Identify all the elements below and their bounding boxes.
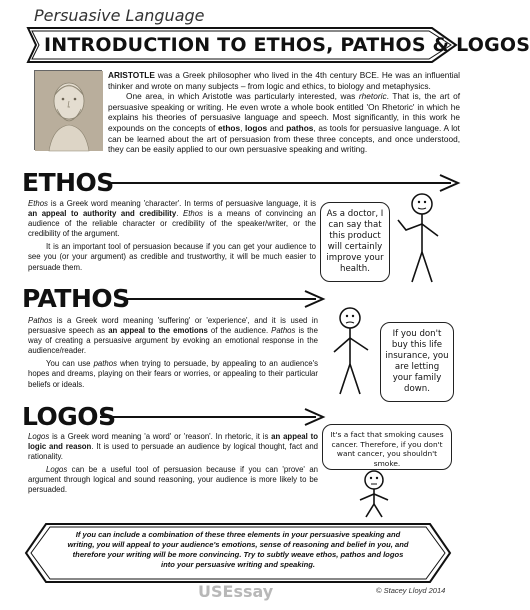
logos-text: Logos is a Greek word meaning 'a word' or 'reason'. In rhetoric, it is an appeal to logic and reason. It is used to persuade an audience by logical thought, fact and rationality. Logos can be a useful tool of persuasion because if you can 'prove' an argument through logical and sound reasoning, your audience is more likely to be persuaded. xyxy=(28,432,318,495)
scientist-stick-figure xyxy=(344,470,404,518)
intro-paragraph-1: ARISTOTLE was a Greek philosopher who lived in the 4th century BCE. He was an influential thinker and wrote on many subjects – from logic and ethics, to biology and metaphysics. xyxy=(108,70,460,91)
worksheet-page xyxy=(8,4,530,606)
ethos-speech-bubble: As a doctor, I can say that this product will certainly improve your health. xyxy=(320,202,390,282)
summary-banner xyxy=(24,522,452,584)
aristotle-portrait xyxy=(34,70,102,150)
logos-heading: LOGOS xyxy=(22,402,322,430)
logos-arrow xyxy=(100,404,326,430)
title-banner xyxy=(22,26,530,64)
subtitle: Persuasive Language xyxy=(34,6,205,25)
ethos-heading: ETHOS xyxy=(22,168,462,196)
pathos-heading: PATHOS xyxy=(22,284,322,312)
pathos-arrow xyxy=(126,286,326,312)
ethos-text: Ethos is a Greek word meaning 'character'. In terms of persuasive language, it is an appeal to authority and credibility. Ethos is a means of convincing an audience of the reliable character or credibility of the speaker/writer, or the credibility of the argument. It is an important tool of persuasion because if you can get your audience to see you (or your argument) as credible and trustworthy, it will be much easier to persuade them. xyxy=(28,199,316,272)
doctor-stick-figure xyxy=(392,190,452,290)
summary-text: If you can include a combination of these three elements in your persuasive speaking and writing, you will appeal to your audience's emotions, sense of reasoning and belief in you, and therefore your writing will be more convincing. Try to subtly weave ethos, pathos and logos into your persuasive writing and speaking. xyxy=(67,530,409,569)
aristotle-name: ARISTOTLE xyxy=(108,70,155,80)
watermark-logo: USEssay xyxy=(198,582,274,601)
salesperson-stick-figure xyxy=(324,304,380,400)
intro-paragraph-2: One area, in which Aristotle was particularly interested, was rhetoric. That is, the art of persuasive speaking or writing. He even wrote a whole book entitled 'On Rhetoric' in which he explains his theories of persuasive language and speech. Most significantly, in this work he expounds on the concepts of ethos, logos and pathos, as tools for persuasive language. A lot can be learned about the art of persuasion from these three concepts, and once understood, they can be easily applied to our own persuasive speaking and writing. xyxy=(108,91,460,155)
pathos-text: Pathos is a Greek word meaning 'suffering' or 'experience', and it is used in persuasive speech as an appeal to the emotions of the audience. Pathos is the way of creating a persuasive argument by evoking an emotional response in the audience/reader. You can use pathos when trying to persuade, by appealing to an audience's hopes and dreams, playing on their fears or worries, or appealing to their particular beliefs or ideals. xyxy=(28,316,318,389)
intro-text xyxy=(108,70,460,155)
logos-speech-bubble: It's a fact that smoking causes cancer. Therefore, if you don't want cancer, you shouldn't smoke. xyxy=(322,424,452,470)
pathos-speech-bubble: If you don't buy this life insurance, you are letting your family down. xyxy=(380,322,454,402)
copyright-note: © Stacey Lloyd 2014 xyxy=(376,586,446,595)
aristotle-bust-image xyxy=(35,71,103,151)
page-title: INTRODUCTION TO ETHOS, PATHOS & LOGOS xyxy=(44,34,530,56)
